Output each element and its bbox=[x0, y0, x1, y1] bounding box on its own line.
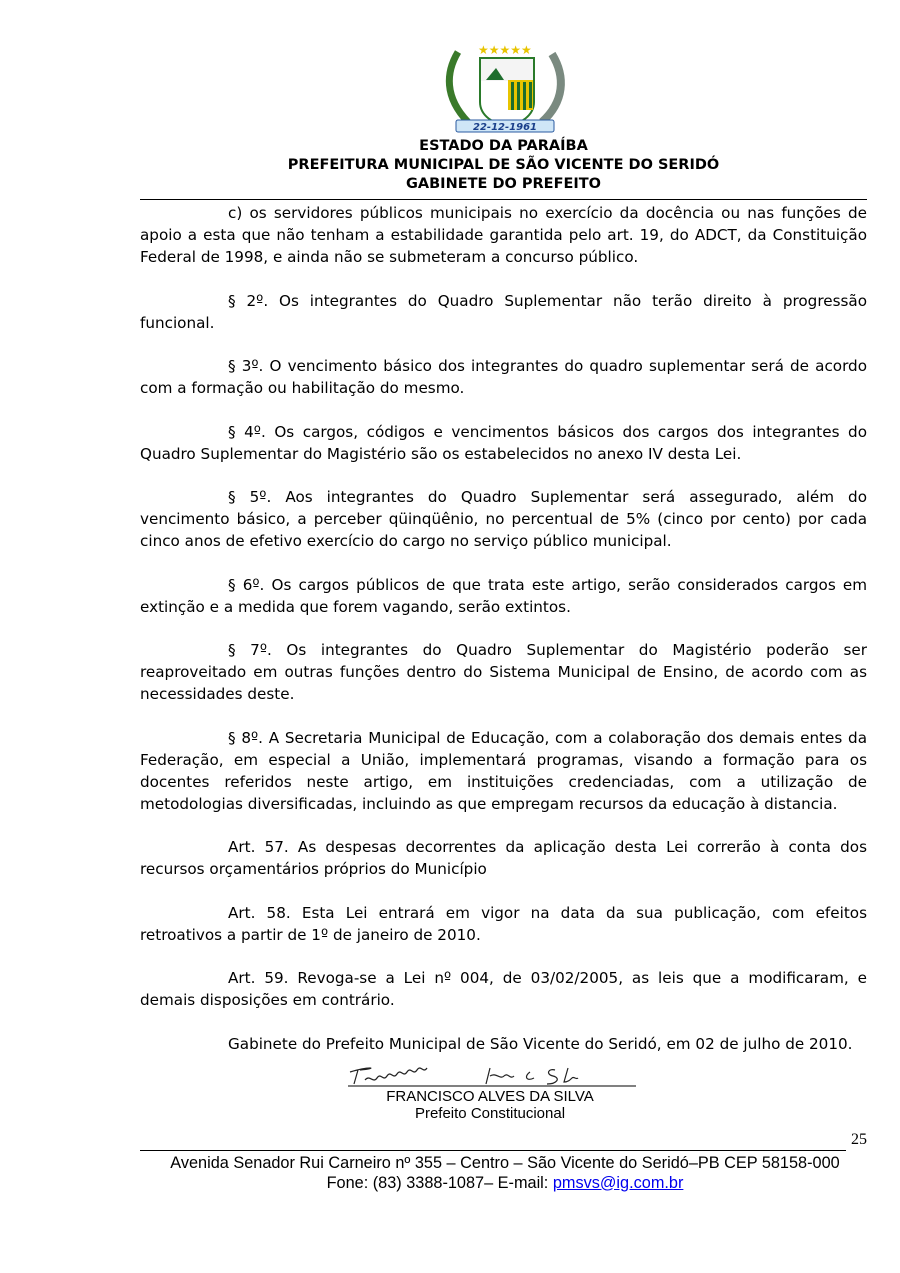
paragraph: § 7º. Os integrantes do Quadro Suplementar do Magistério poderão ser reaproveitado em outras funções dentro do Sistema Municipal de Ensino, de acordo com as necessidades deste. bbox=[140, 641, 867, 703]
paragraph: § 5º. Aos integrantes do Quadro Suplementar será assegurado, além do vencimento básico, a perceber qüinqüênio, no percentual de 5% (cinco por cento) por cada cinco anos de efetivo exercício do cargo no serviço público municipal. bbox=[140, 488, 867, 550]
document-body bbox=[140, 202, 867, 1076]
paragraph: § 2º. Os integrantes do Quadro Suplementar não terão direito à progressão funcional. bbox=[140, 291, 867, 332]
paragraph: § 3º. O vencimento básico dos integrantes do quadro suplementar será de acordo com a formação ou habilitação do mesmo. bbox=[140, 357, 867, 397]
email-link[interactable]: pmsvs@ig.com.br bbox=[552, 1173, 684, 1192]
signature-block bbox=[340, 1062, 640, 1122]
municipality-heading: PREFEITURA MUNICIPAL DE SÃO VICENTE DO SERIDÓ bbox=[287, 157, 720, 173]
signer-name: FRANCISCO ALVES DA SILVA bbox=[386, 1088, 594, 1105]
footer-divider bbox=[140, 1150, 846, 1151]
svg-text:22-12-1961: 22-12-1961 bbox=[473, 122, 537, 133]
paragraph: Art. 59. Revoga-se a Lei nº 004, de 03/02/2005, as leis que a modificaram, e demais disposições em contrário. bbox=[140, 969, 867, 1009]
page-number: 25 bbox=[851, 1131, 867, 1148]
svg-text:★★★★★: ★★★★★ bbox=[478, 43, 532, 57]
paragraph: Art. 57. As despesas decorrentes da aplicação desta Lei correrão à conta dos recursos orçamentários próprios do Município bbox=[140, 838, 867, 878]
paragraph: Art. 58. Esta Lei entrará em vigor na data da sua publicação, com efeitos retroativos a partir de 1º de janeiro de 2010. bbox=[140, 903, 867, 944]
state-heading: ESTADO DA PARAÍBA bbox=[419, 138, 588, 154]
paragraph: § 6º. Os cargos públicos de que trata este artigo, serão considerados cargos em extinção e a medida que forem vagando, serão extintos. bbox=[140, 575, 867, 616]
footer-contact bbox=[140, 1174, 870, 1194]
paragraph: Gabinete do Prefeito Municipal de São Vicente do Seridó, em 02 de julho de 2010. bbox=[228, 1034, 853, 1053]
footer bbox=[140, 1154, 870, 1193]
signer-title: Prefeito Constitucional bbox=[414, 1105, 566, 1122]
header-divider bbox=[140, 199, 867, 200]
municipal-coat-of-arms bbox=[438, 42, 572, 138]
footer-address: Avenida Senador Rui Carneiro nº 355 – Centro – São Vicente do Seridó–PB CEP 58158-000 bbox=[170, 1154, 840, 1172]
handwritten-signature bbox=[340, 1062, 640, 1088]
office-heading: GABINETE DO PREFEITO bbox=[406, 176, 601, 192]
paragraph: § 4º. Os cargos, códigos e vencimentos básicos dos cargos dos integrantes do Quadro Suplementar do Magistério são os estabelecidos no anexo IV desta Lei. bbox=[140, 422, 867, 463]
paragraph: § 8º. A Secretaria Municipal de Educação, com a colaboração dos demais entes da Federação, em especial a União, implementará programas, visando a formação para os docentes referidos neste artigo, em instituições credenciadas, com a utilização de metodologias diversificadas, incluindo as que empregam recursos da educação à distancia. bbox=[140, 728, 867, 813]
footer-phone: Fone: (83) 3388-1087– E-mail: bbox=[326, 1173, 553, 1192]
paragraph: c) os servidores públicos municipais no exercício da docência ou nas funções de apoio a esta que não tenham a estabilidade garantida pelo art. 19, do ADCT, da Constituição Federal de 1998, e ainda não se submeteram a concurso público. bbox=[140, 204, 867, 266]
